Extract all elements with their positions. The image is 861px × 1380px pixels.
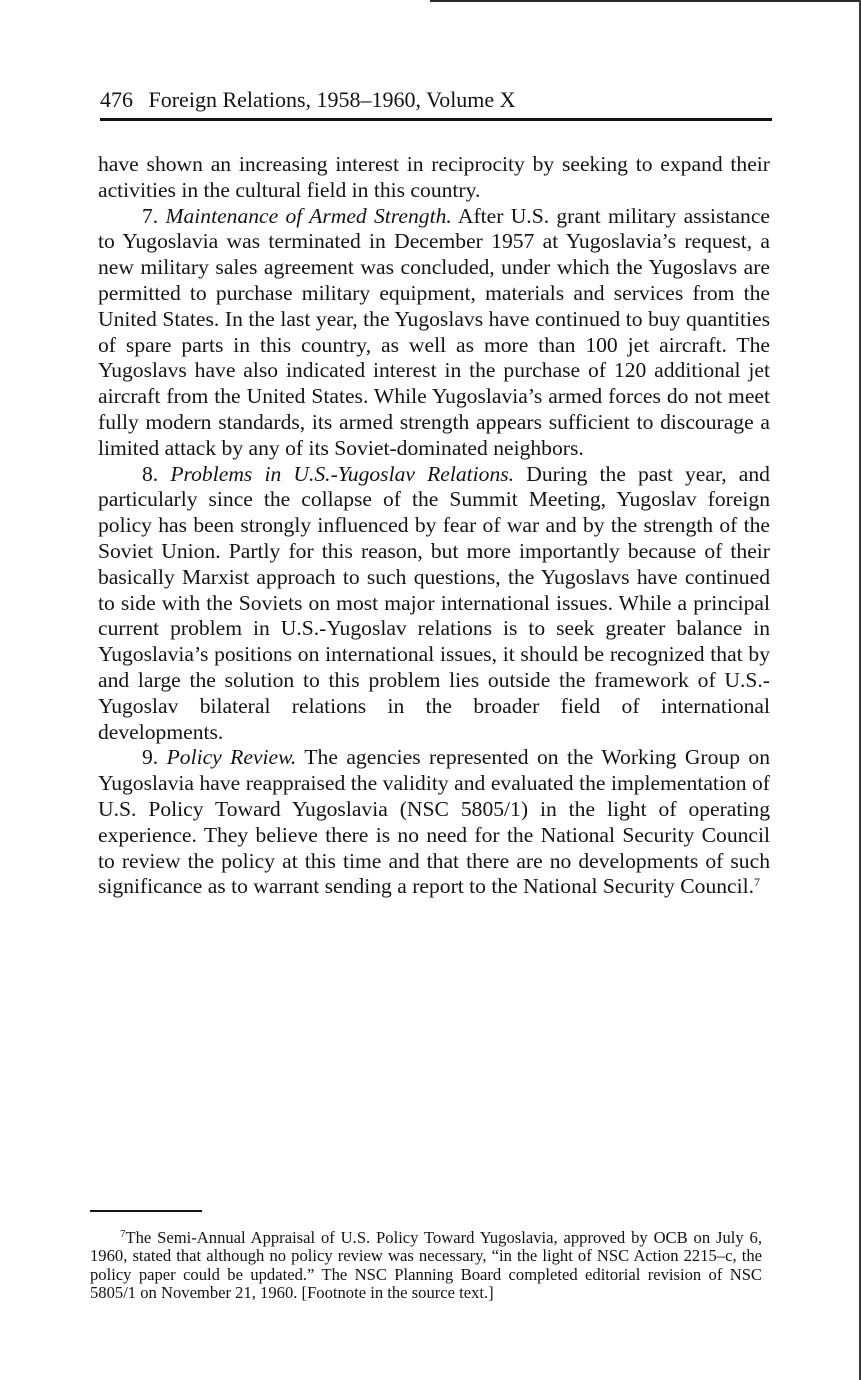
page-number: 476 (100, 87, 133, 112)
running-head-rule (100, 118, 772, 121)
paragraph-8 (98, 462, 770, 746)
paragraph-7 (98, 204, 770, 462)
paragraph-8-number: 8. (142, 461, 159, 486)
volume-title: Foreign Relations, 1958–1960, Volume X (148, 87, 516, 112)
footnote-paragraph (90, 1229, 762, 1303)
running-head (100, 86, 772, 114)
paragraph-7-heading: Maintenance of Armed Strength. (165, 203, 452, 228)
paragraph-9-number: 9. (142, 745, 159, 770)
paragraph-7-text: After U.S. grant military assistance to Yugoslavia was terminated in December 1957 at Yugoslavia’s request, a new military sales agreement was concluded, under which the Yugoslavs are permitted to purchase military equipment, materials and services from the United States. In the last year, the Yugoslavs have continued to buy quantities of spare parts in this country, as well as more than 100 jet aircraft. The Yugoslavs have also indicated interest in the purchase of 120 additional jet aircraft from the United States. While Yugoslavia’s armed forces do not meet fully modern standards, its armed strength appears sufficient to discourage a limited attack by any of its Soviet-dominated neighbors. (98, 203, 771, 460)
paragraph-9-text: The agencies represented on the Working Group on Yugoslavia have reappraised the validity and evaluated the implementation of U.S. Policy Toward Yugoslavia (NSC 5805/1) in the light of operating experience. They believe there is no need for the National Security Council to review the policy at this time and that there are no developments of such significance as to warrant sending a report to the National Security Council. (98, 745, 770, 899)
paragraph-9-heading: Policy Review. (166, 745, 297, 770)
body-text (98, 152, 770, 900)
paragraph-8-heading: Problems in U.S.-Yugoslav Relations. (170, 461, 515, 486)
footnote-text: The Semi-Annual Appraisal of U.S. Policy Toward Yugoslavia, approved by OCB on July 6, 1960, stated that although no policy review was necessary, “in the light of NSC Action 2215–c, the policy paper could be updated.” The NSC Planning Board completed editorial revision of NSC 5805/1 on November 21, 1960. [Footnote in the source text.] (90, 1228, 762, 1303)
footnote-marker: 7 (120, 1228, 126, 1240)
footnote-rule (90, 1210, 202, 1212)
paragraph-9 (98, 745, 770, 900)
footnote (90, 1229, 762, 1303)
paragraph-8-text: During the past year, and particularly since the collapse of the Summit Meeting, Yugoslav foreign policy has been strongly influenced by fear of war and by the strength of the Soviet Union. Partly for this reason, but more importantly because of their basically Marxist approach to such questions, the Yugoslavs have continued to side with the Soviets on most major international issues. While a principal current problem in U.S.-Yugoslav relations is to seek greater balance in Yugoslavia’s positions on international issues, it should be recognized that by and large the solution to this problem lies outside the framework of U.S.-Yugoslav bilateral relations in the broader field of international developments. (98, 461, 770, 744)
paragraph-7-number: 7. (142, 203, 159, 228)
continuation-paragraph: have shown an increasing interest in reciprocity by seeking to expand their activities in the cultural field in this country. (98, 152, 770, 202)
scan-edge-top (430, 0, 861, 2)
footnote-reference[interactable]: 7 (754, 875, 761, 890)
